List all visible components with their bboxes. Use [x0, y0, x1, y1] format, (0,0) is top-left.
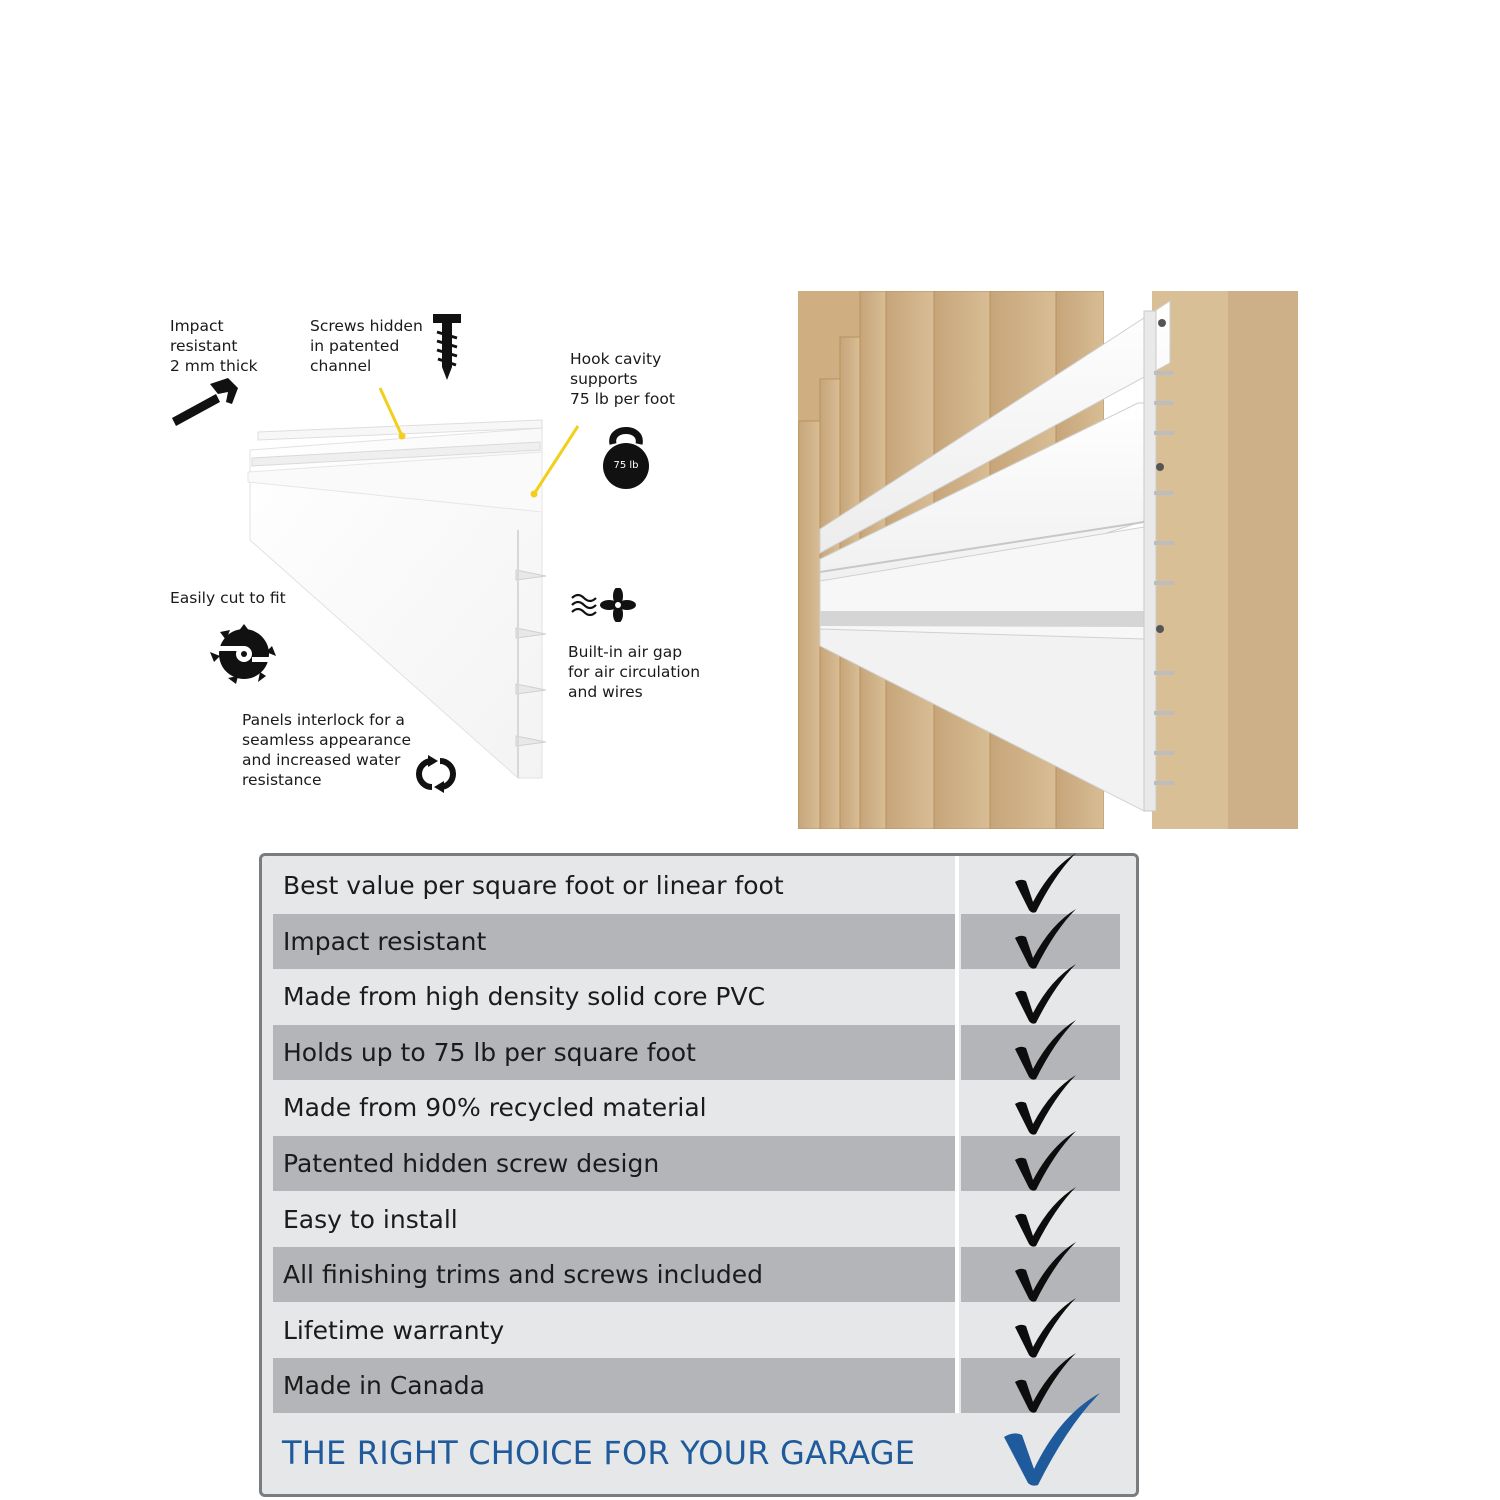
check-icon	[1013, 852, 1077, 914]
feature-row	[273, 1080, 1120, 1135]
feature-check-cell	[961, 1025, 1120, 1080]
feature-check-cell	[961, 1080, 1120, 1135]
feature-label: Easy to install	[283, 1204, 458, 1234]
feature-label: Patented hidden screw design	[273, 1136, 955, 1191]
check-icon	[1013, 1130, 1077, 1192]
feature-label: Made from high density solid core PVC	[283, 982, 766, 1012]
feature-label: Made in Canada	[273, 1358, 955, 1413]
table-footer-slogan: THE RIGHT CHOICE FOR YOUR GARAGE	[282, 1434, 916, 1472]
check-icon	[1013, 963, 1077, 1025]
feature-row	[273, 858, 1120, 913]
feature-row	[273, 1358, 1120, 1413]
feature-row	[273, 1192, 1120, 1247]
check-icon	[1013, 1297, 1077, 1359]
feature-check-cell	[961, 1247, 1120, 1302]
callout-air: Built-in air gap for air circulation and wires	[568, 643, 701, 701]
blue-check-icon	[1002, 1391, 1102, 1489]
feature-row	[273, 1303, 1120, 1358]
callout-impact: Impact resistant 2 mm thick	[170, 317, 258, 375]
feature-label: Made from 90% recycled material	[283, 1093, 707, 1123]
feature-check-cell	[961, 858, 1120, 913]
installed-panel-photo	[798, 291, 1298, 829]
feature-check-cell	[961, 1303, 1120, 1358]
feature-check-cell	[961, 969, 1120, 1024]
check-icon	[1013, 908, 1077, 970]
feature-label: Lifetime warranty	[283, 1315, 505, 1345]
interlock-icon	[410, 755, 462, 793]
check-icon	[1013, 1019, 1077, 1081]
feature-label: Holds up to 75 lb per square foot	[273, 1025, 955, 1080]
feature-row	[273, 969, 1120, 1024]
feature-row	[273, 1247, 1120, 1302]
callout-interlock: Panels interlock for a seamless appearance and increased water resistance	[242, 711, 412, 789]
check-icon	[1013, 1241, 1077, 1303]
callout-cut: Easily cut to fit	[170, 589, 286, 607]
feature-row	[273, 914, 1120, 969]
feature-check-cell	[961, 914, 1120, 969]
air-fan-icon	[570, 588, 636, 622]
feature-check-cell	[961, 1192, 1120, 1247]
column-divider	[955, 856, 959, 1413]
callout-hook: Hook cavity supports 75 lb per foot	[570, 350, 675, 408]
screw-icon	[433, 314, 461, 382]
feature-label: Impact resistant	[273, 914, 955, 969]
circular-saw-icon	[206, 622, 282, 684]
feature-check-cell	[961, 1136, 1120, 1191]
feature-label: All finishing trims and screws included	[273, 1247, 955, 1302]
feature-row	[273, 1136, 1120, 1191]
check-icon	[1013, 1074, 1077, 1136]
check-icon	[1013, 1186, 1077, 1248]
feature-label: Best value per square foot or linear foot	[283, 871, 784, 900]
feature-comparison-table	[259, 853, 1139, 1497]
feature-row	[273, 1025, 1120, 1080]
callout-screws: Screws hidden in patented channel	[310, 317, 423, 375]
hammer-icon	[170, 376, 242, 430]
kettlebell-icon	[601, 420, 651, 490]
weight-label: 75 lb	[613, 460, 639, 471]
